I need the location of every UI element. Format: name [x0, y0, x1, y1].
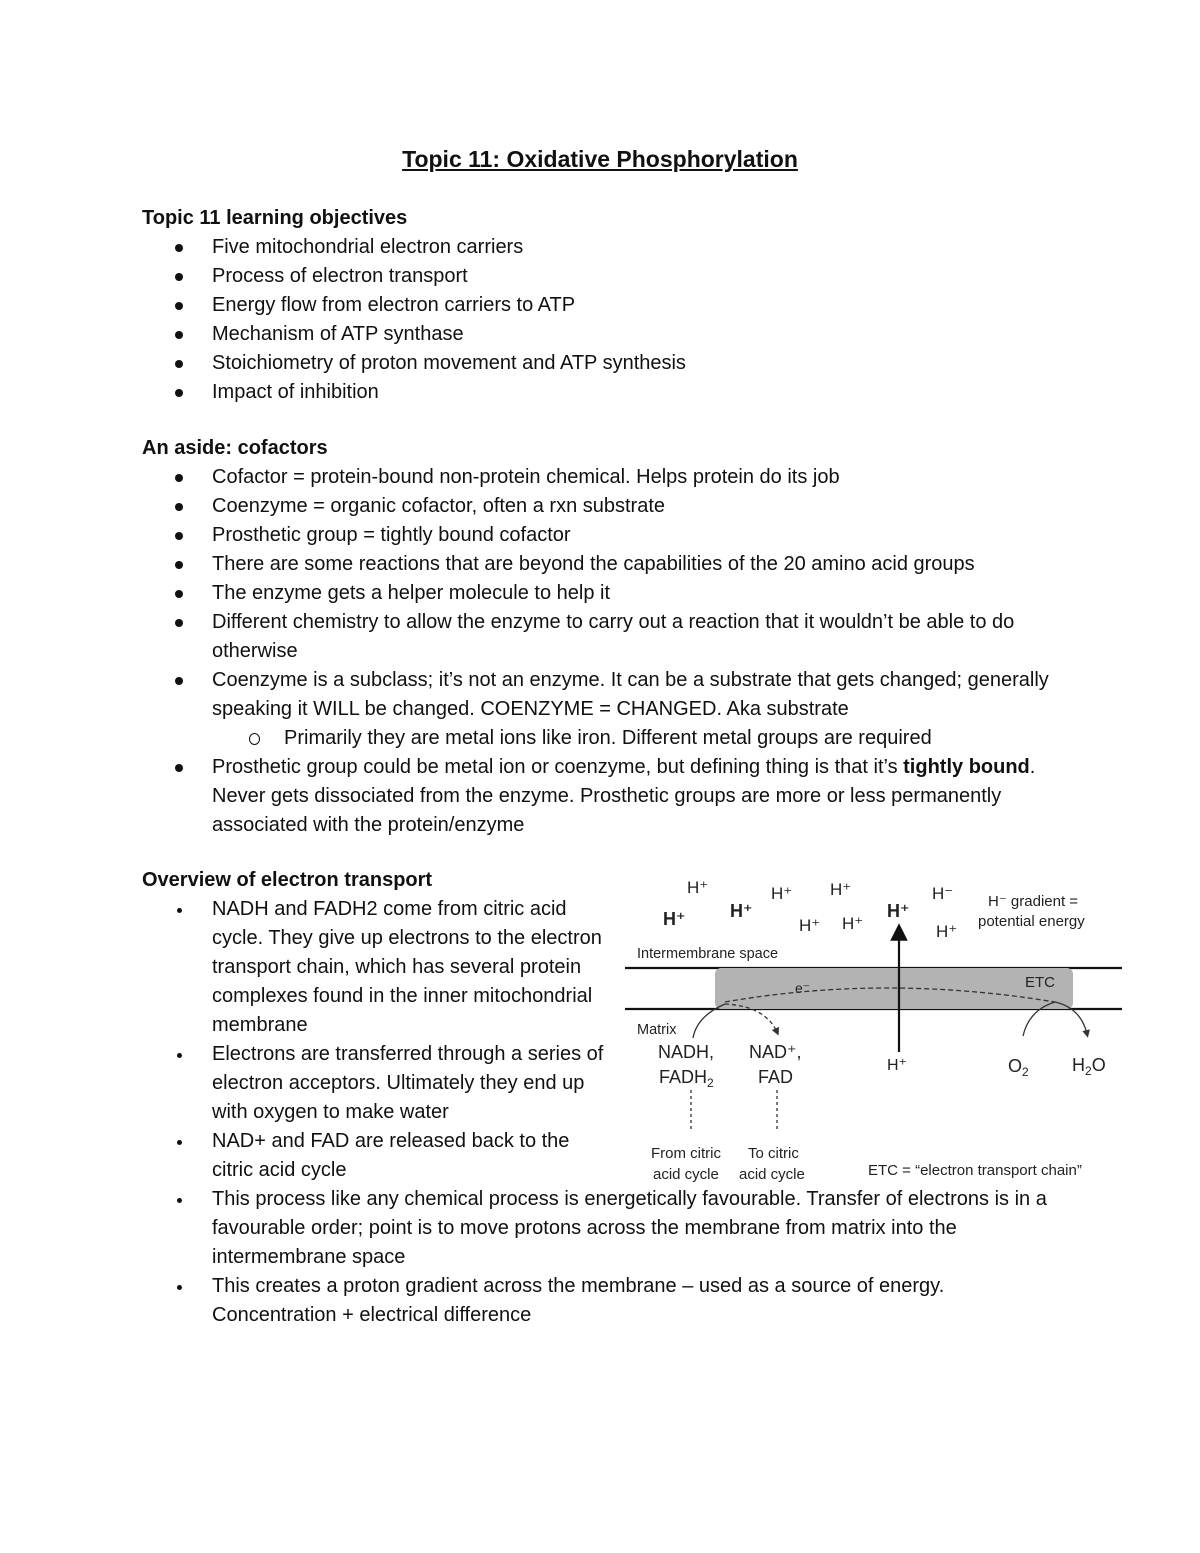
list-item: Impact of inhibition [142, 378, 1052, 407]
list-item: Cofactor = protein-bound non-protein chemical. Helps protein do its job [142, 463, 1052, 492]
nadh-label: NADH, [658, 1042, 715, 1062]
proton-label: H⁺ [842, 914, 864, 933]
objectives-heading: Topic 11 learning objectives [142, 207, 408, 229]
bullet-icon [175, 244, 183, 252]
bullet-icon [175, 331, 183, 339]
sub-bullet-icon [249, 733, 260, 745]
bullet-icon [175, 503, 183, 511]
proton-label: H⁺ [771, 884, 793, 903]
bullet-icon [175, 677, 183, 685]
fad-label: FAD [758, 1067, 794, 1087]
matrix-label: Matrix [637, 1022, 677, 1038]
proton-label: H⁺ [730, 901, 753, 921]
bullet-icon [177, 1140, 182, 1145]
proton-label: H⁺ [887, 1057, 907, 1074]
bullet-icon [177, 1198, 182, 1203]
list-item: There are some reactions that are beyond the capabilities of the 20 amino acid groups [142, 550, 1052, 579]
bullet-icon [175, 532, 183, 540]
cofactors-list [142, 463, 1052, 840]
list-item: Energy flow from electron carriers to ATP [142, 291, 1052, 320]
bullet-icon [175, 561, 183, 569]
etc-label: ETC [1025, 974, 1055, 991]
from-citric-label: From citric [651, 1145, 721, 1162]
bullet-icon [175, 389, 183, 397]
bullet-icon [175, 590, 183, 598]
nad-plus-label: NAD⁺, [749, 1042, 802, 1062]
proton-label: H⁺ [887, 901, 910, 921]
overview-heading: Overview of electron transport [142, 869, 433, 891]
bullet-icon [177, 1285, 182, 1290]
etc-definition: ETC = “electron transport chain” [868, 1162, 1082, 1179]
list-item: Prosthetic group = tightly bound cofactor [142, 521, 1052, 550]
bullet-icon [175, 619, 183, 627]
list-item: This process like any chemical process is energetically favourable. Transfer of electrons is in a favourable order; point is to move protons across the membrane from matrix into the intermembrane space [142, 1185, 1062, 1272]
list-item: This creates a proton gradient across the membrane – used as a source of energy. Concentration + electrical difference [142, 1272, 1062, 1330]
gradient-label: H⁻ gradient = [988, 893, 1079, 910]
bullet-icon [175, 764, 183, 772]
list-item: Coenzyme is a subclass; it’s not an enzyme. It can be a substrate that gets changed; generally speaking it WILL be changed. COENZYME = CHANGED. Aka substrate [142, 666, 1052, 724]
list-item: Electrons are transferred through a series of electron acceptors. Ultimately they end up with oxygen to make water [142, 1040, 612, 1127]
electron-transport-diagram [625, 868, 1125, 1193]
from-citric-label: acid cycle [653, 1166, 719, 1183]
cofactors-section [142, 434, 1052, 840]
list-item: NAD+ and FAD are released back to the citric acid cycle [142, 1127, 612, 1185]
bullet-icon [177, 908, 182, 913]
oxygen-label: $O_2$ [1008, 1056, 1029, 1079]
list-item: Mechanism of ATP synthase [142, 320, 1052, 349]
bullet-icon [175, 273, 183, 281]
list-item: Prosthetic group could be metal ion or coenzyme, but defining thing is that it’s tightly bound. Never gets dissociated from the enzyme. Prosthetic groups are more or less permanently associated with the protein/enzyme [142, 753, 1052, 840]
to-citric-label: To citric [748, 1145, 799, 1162]
list-item: Five mitochondrial electron carriers [142, 233, 1052, 262]
to-citric-label: acid cycle [739, 1166, 805, 1183]
list-item: Different chemistry to allow the enzyme to carry out a reaction that it wouldn’t be able to do otherwise [142, 608, 1052, 666]
water-label: $H_2O$ [1072, 1055, 1106, 1078]
electron-label: e⁻ [795, 980, 811, 996]
objectives-list [142, 233, 1052, 407]
fadh2-label: $FADH_2$ [659, 1067, 714, 1090]
proton-label: H⁺ [663, 909, 686, 929]
list-item: NADH and FADH2 come from citric acid cycle. They give up electrons to the electron transport chain, which has several protein complexes found in the inner mitochondrial membrane [142, 895, 612, 1040]
bullet-icon [175, 302, 183, 310]
proton-label: H⁻ [932, 884, 954, 903]
bullet-icon [177, 1053, 182, 1058]
proton-label: H⁺ [830, 880, 852, 899]
list-item: Process of electron transport [142, 262, 1052, 291]
proton-label: H⁺ [687, 878, 709, 897]
list-item: The enzyme gets a helper molecule to help it [142, 579, 1052, 608]
list-item: Stoichiometry of proton movement and ATP synthesis [142, 349, 1052, 378]
sub-list-item: Primarily they are metal ions like iron. Different metal groups are required [142, 724, 1052, 753]
intermembrane-label: Intermembrane space [637, 946, 779, 962]
page-title: Topic 11: Oxidative Phosphorylation [402, 146, 798, 172]
proton-label: H⁺ [936, 922, 958, 941]
bold-emphasis: tightly bound [903, 756, 1030, 778]
gradient-label: potential energy [978, 913, 1085, 930]
bullet-icon [175, 360, 183, 368]
proton-label: H⁺ [799, 916, 821, 935]
bullet-icon [175, 474, 183, 482]
objectives-section [142, 204, 1052, 407]
list-item: Coenzyme = organic cofactor, often a rxn substrate [142, 492, 1052, 521]
cofactors-heading: An aside: cofactors [142, 437, 328, 459]
